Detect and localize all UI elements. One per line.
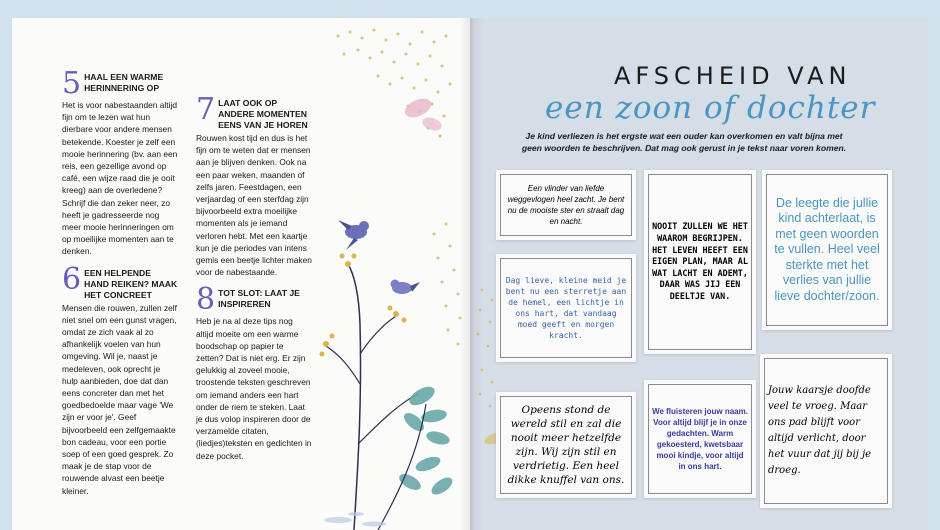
tip-6-heading	[62, 261, 178, 301]
tip-body: Mensen die rouwen, zullen zelf niet snel om een gunst vragen, omdat ze zich vaak al zo afhankelijk voelen van hun omgeving. Wil je, naast je medeleven, ook oprecht je hulp aanbieden, doe dat dan eens concreter dan met het goedbedoelde maar vage 'We zijn er voor je'. Geef bijvoorbeeld een zelfgemaakte bon cadeau, voor een portie soep of een goed gesprek. Zo maak je de stap voor de rouwende alvast een beetje kleiner.	[62, 302, 177, 496]
quote-text: Jouw kaarsje doofde veel te vroeg. Maar ons pad blijft voor altijd verlicht, door het vuur dat jij bij je droeg.	[764, 358, 888, 504]
leaf-icon	[402, 95, 434, 121]
tip-title: EEN HELPENDE HAND REIKEN? MAAK HET CONCREET	[84, 267, 178, 300]
tip-7-heading	[196, 92, 312, 131]
tip-title: HAAL EEN WARME HERINNERING OP	[84, 72, 164, 93]
quote-text: Een vlinder van liefde weggevlogen heel zacht. Je bent nu de mooiste ster en straalt dag en nacht.	[500, 174, 632, 236]
plant-illustration	[318, 24, 468, 530]
tip-number: 8	[196, 282, 216, 318]
bird-icon	[338, 220, 369, 250]
tip-8-heading	[196, 282, 312, 318]
tip-5-heading	[62, 66, 178, 101]
quote-text: De leegte die jullie kind achterlaat, is met geen woorden te vullen. Heel veel sterkte met het verlies van jullie lieve dochter/zoon.	[766, 174, 888, 326]
bird-icon	[391, 280, 421, 295]
tip-body: Rouwen kost tijd en dus is het fijn om te weten dat er mensen aan je blijven denken. Ook na een paar weken, maanden of zelfs jaren. Feestdagen, een verjaardag of een sterfdag zijn bijvoorbeeld extra moeilijke momenten als je iemand verloren hebt. Met een kaartje kun je die periodes van intens gemis een beetje lichter maken voor de nabestaande.	[196, 133, 312, 278]
column-left-2	[196, 92, 312, 462]
tip-number: 5	[62, 66, 82, 101]
page-title-line-2: een zoon of dochter	[545, 90, 876, 126]
tip-title: LAAT OOK OP ANDERE MOMENTEN EENS VAN JE HOREN	[218, 98, 308, 130]
quote-card	[496, 254, 636, 362]
tip-number: 6	[62, 261, 82, 297]
quote-text: Opeens stond de wereld stil en zal die nooit meer hetzelfde zijn. Wij zijn stil en verdrietig. Een heel dikke knuffel van ons.	[500, 396, 632, 494]
quote-card	[496, 170, 636, 240]
tip-body: Heb je na al deze tips nog altijd moeite om een warme boodschap op papier te zetten? Dat is niet erg. Er zijn gelukkig al zoveel mooie, troostende teksten geschreven om iemand anders een hart onder de riem te steken. Laat je dus volop inspireren door de verzamelde citaten, (liedjes)teksten en gedichten in deze pocket.	[196, 316, 312, 461]
tip-body: Het is voor nabestaanden altijd fijn om te lezen wat hun dierbare voor andere mensen betekende. Koester je zelf een mooie herinnering (bv. aan een reis, een gezellige avond op café, een wijze raad die je ooit kreeg) aan de overledene? Schrijf die dan zeker neer, zo heeft je gadresseerde nog meer mooie herinneringen om op moeilijke momenten aan te denken.	[62, 100, 178, 257]
column-left-1	[62, 66, 178, 497]
leaf-icon	[421, 115, 444, 133]
tip-title: TOT SLOT: LAAT JE INSPIREREN	[218, 288, 300, 310]
quote-text: Dag lieve, kleine meid je bent nu een sterretje aan de hemel, een lichtje in ons hart, dat vandaag moed geeft en morgen kracht.	[500, 258, 632, 358]
quote-card	[644, 380, 756, 498]
quote-card	[644, 170, 756, 354]
quote-text: We fluisteren jouw naam. Voor altijd blijf je in onze gedachten. Warm gekoesterd, kwetsbaar mooi kindje, voor altijd in ons hart.	[648, 384, 752, 494]
page-title-line-1: AFSCHEID VAN	[614, 62, 852, 90]
quote-text: NOOIT ZULLEN WE HET WAAROM BEGRIJPEN. HET LEVEN HEEFT EEN EIGEN PLAN, MAAR AL WAT LACHT EN ADEMT, DAAR WAS JIJ EEN DEELTJE VAN.	[648, 174, 752, 350]
tip-number: 7	[196, 92, 216, 127]
quote-card	[760, 354, 892, 508]
quote-card	[496, 392, 636, 498]
quote-card	[762, 170, 892, 330]
intro-text: Je kind verliezen is het ergste wat een ouder kan overkomen en valt bijna met geen woorden te beschrijven. Dat mag ook gerust in je tekst naar voren komen.	[521, 131, 847, 153]
